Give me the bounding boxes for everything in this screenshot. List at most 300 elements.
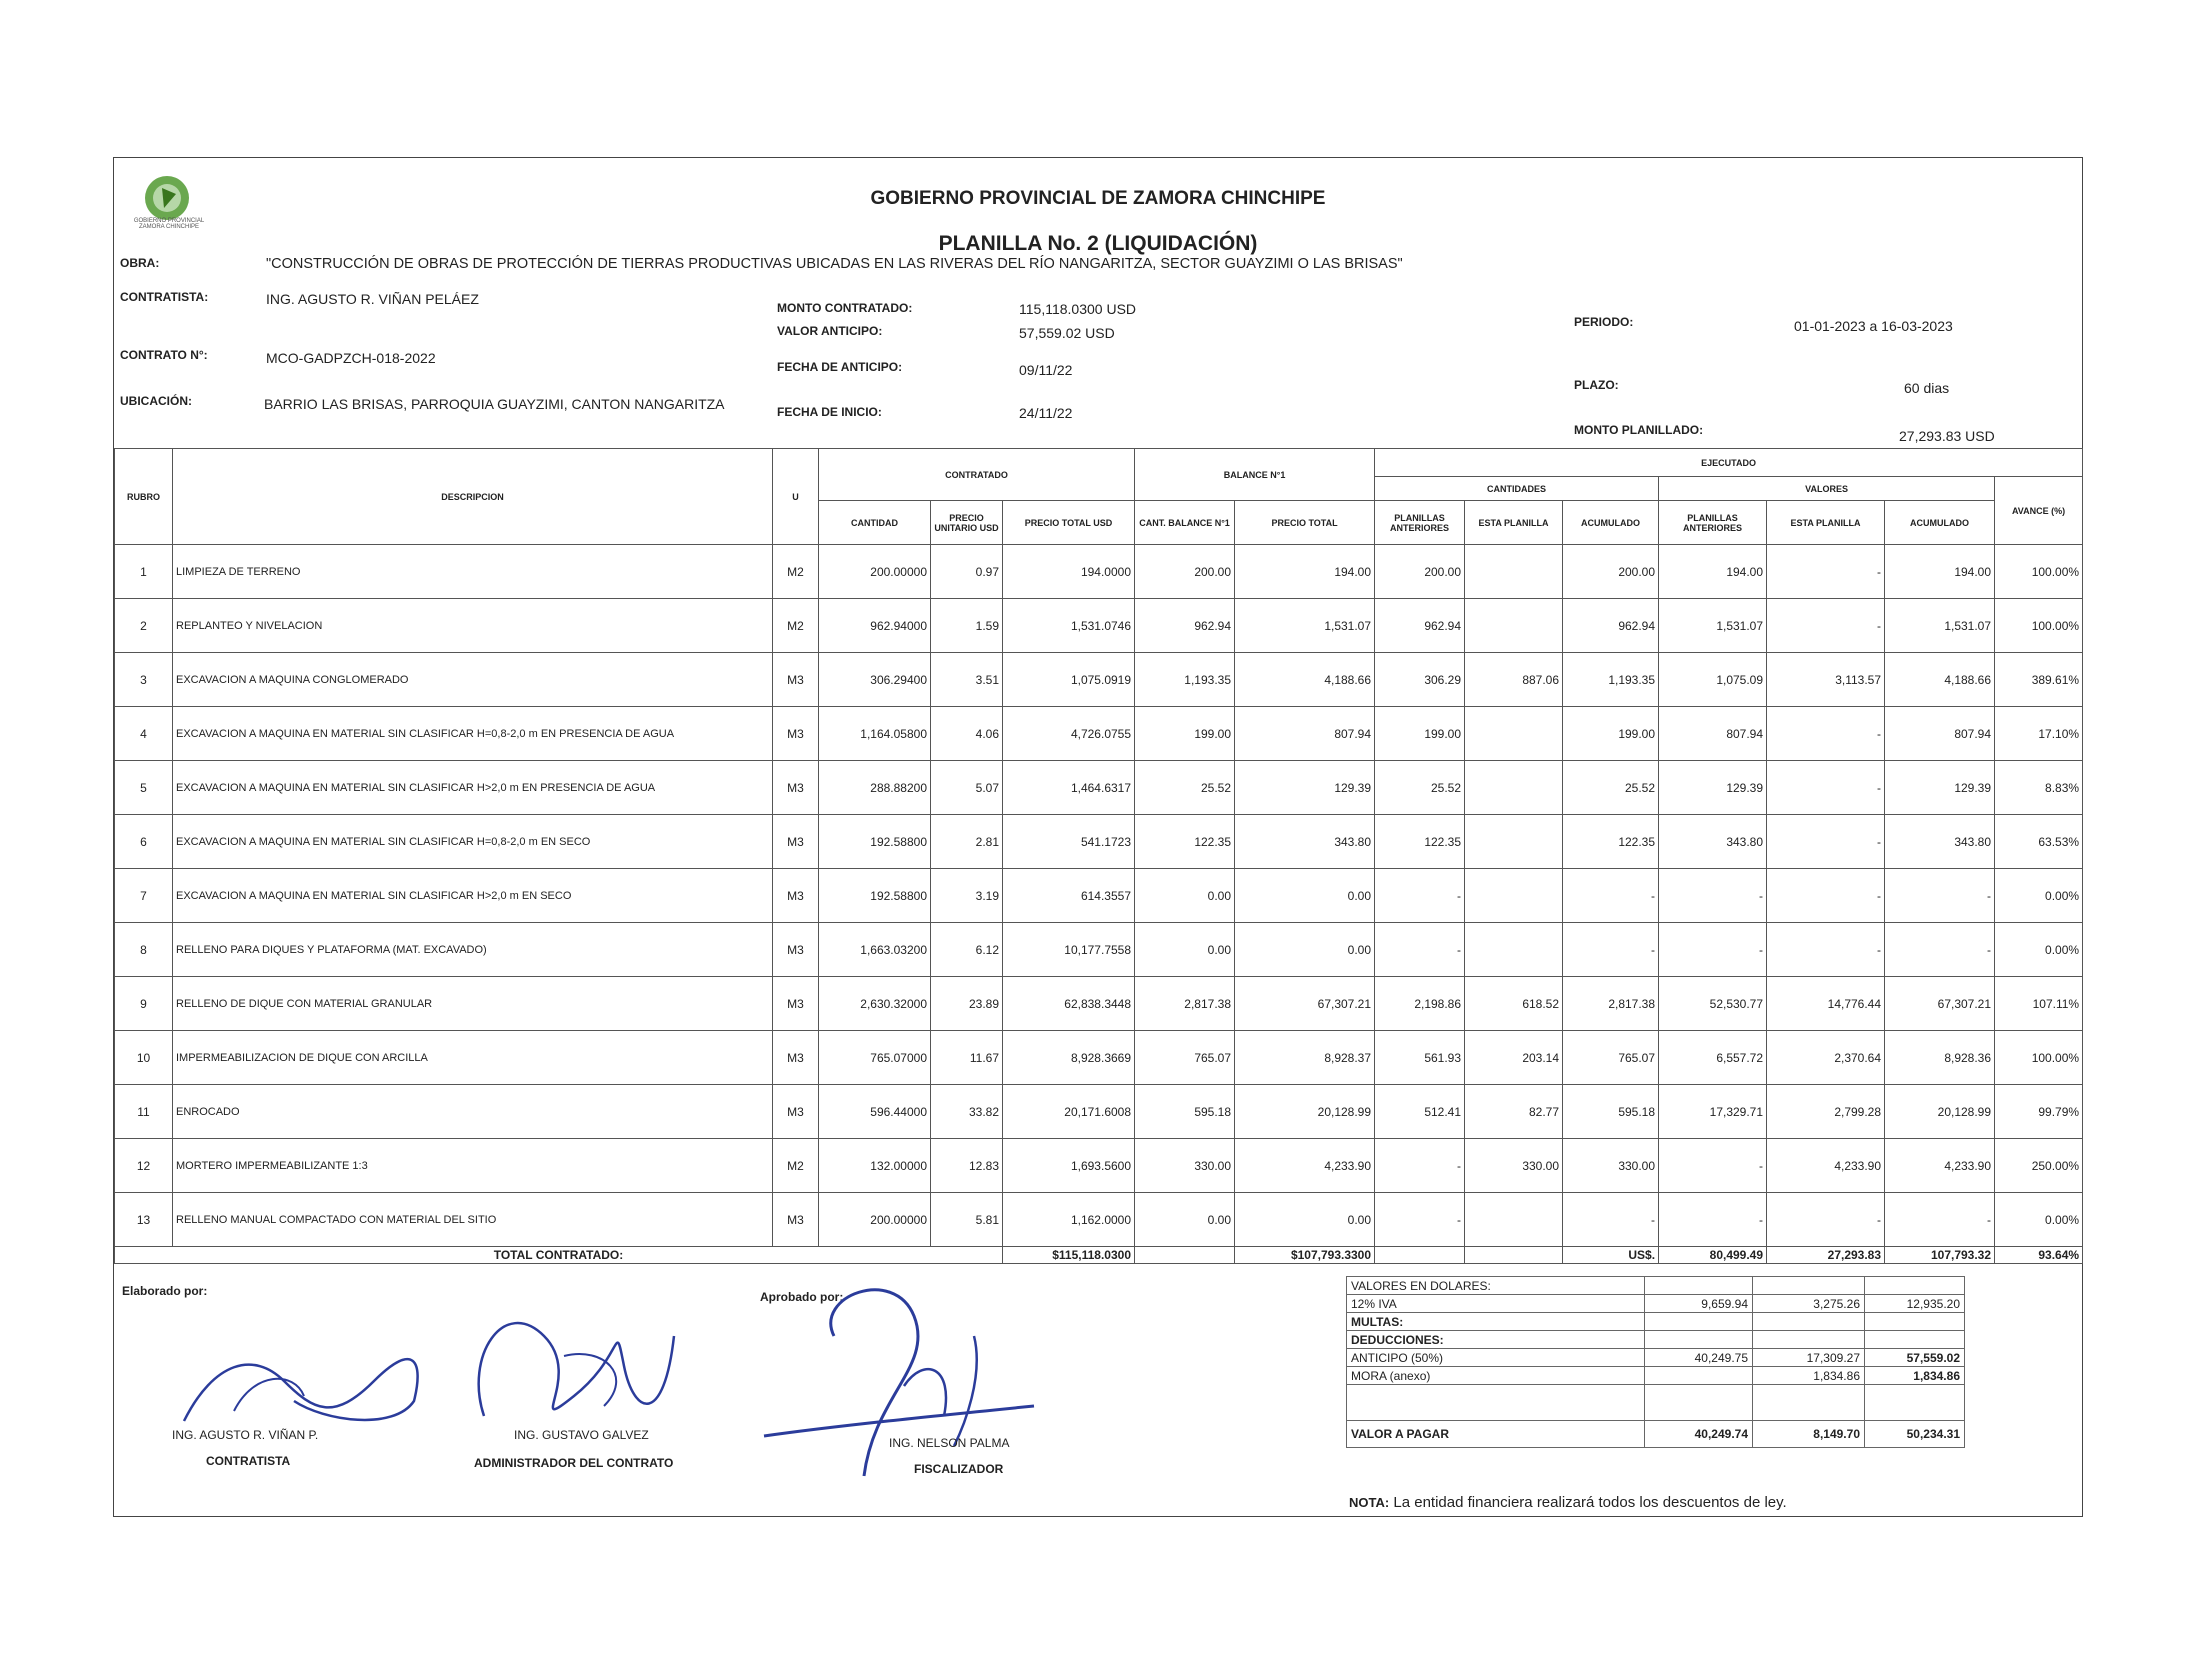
cell-cant-balance: 0.00 (1135, 923, 1235, 977)
nota (1349, 1494, 1787, 1511)
cell-cant-anteriores: - (1375, 869, 1465, 923)
cell-cantidad: 132.00000 (819, 1139, 931, 1193)
monto-planillado-value: 27,293.83 USD (1899, 428, 1995, 444)
cell-unidad: M3 (773, 1031, 819, 1085)
cell-precio-total: 541.1723 (1003, 815, 1135, 869)
table-row (115, 761, 2083, 815)
plazo-label: PLAZO: (1574, 378, 1619, 392)
cell-precio-unitario: 6.12 (931, 923, 1003, 977)
cell-precio-unitario: 33.82 (931, 1085, 1003, 1139)
cell-cantidad: 200.00000 (819, 545, 931, 599)
cell-unidad: M3 (773, 653, 819, 707)
deducciones-label: DEDUCCIONES: (1347, 1331, 1645, 1349)
planilla-sheet (113, 157, 2083, 1517)
cell-descripcion: EXCAVACION A MAQUINA CONGLOMERADO (173, 653, 773, 707)
cell-val-acumulado: 194.00 (1885, 545, 1995, 599)
cell-avance: 99.79% (1995, 1085, 2083, 1139)
cell-cant-balance: 0.00 (1135, 869, 1235, 923)
ubicacion-value: BARRIO LAS BRISAS, PARROQUIA GUAYZIMI, CANTON NANGARITZA (264, 396, 725, 412)
cell-cant-acumulado: 25.52 (1563, 761, 1659, 815)
cell-precio-total: 1,075.0919 (1003, 653, 1135, 707)
cell-cant-anteriores: 122.35 (1375, 815, 1465, 869)
cell-val-acumulado: 4,188.66 (1885, 653, 1995, 707)
cell-balance-precio: 0.00 (1235, 923, 1375, 977)
total-usd-label: US$. (1563, 1247, 1659, 1264)
monto-contratado-value: 115,118.0300 USD (1019, 301, 1137, 317)
cell-rubro: 6 (115, 815, 173, 869)
cell-cant-anteriores: 2,198.86 (1375, 977, 1465, 1031)
anticipo-label: ANTICIPO (50%) (1347, 1349, 1645, 1367)
cell-precio-unitario: 5.07 (931, 761, 1003, 815)
cell-val-anteriores: - (1659, 1193, 1767, 1247)
cell-precio-unitario: 3.51 (931, 653, 1003, 707)
cell-cant-acumulado: 1,193.35 (1563, 653, 1659, 707)
cell-descripcion: IMPERMEABILIZACION DE DIQUE CON ARCILLA (173, 1031, 773, 1085)
cell-cant-anteriores: 512.41 (1375, 1085, 1465, 1139)
obra-label: OBRA: (120, 256, 160, 270)
total-empty (1135, 1247, 1235, 1264)
administrador-signature-icon (464, 1296, 694, 1446)
header-cantidades: CANTIDADES (1375, 477, 1659, 501)
cell-cant-balance: 1,193.35 (1135, 653, 1235, 707)
cell-val-acumulado: - (1885, 1193, 1995, 1247)
valor-pagar-label: VALOR A PAGAR (1347, 1421, 1645, 1448)
cell-unidad: M3 (773, 977, 819, 1031)
cell-avance: 389.61% (1995, 653, 2083, 707)
cell-precio-total: 4,726.0755 (1003, 707, 1135, 761)
cell-rubro: 1 (115, 545, 173, 599)
contratista-signature-icon (174, 1341, 434, 1441)
cell-balance-precio: 67,307.21 (1235, 977, 1375, 1031)
cell-unidad: M3 (773, 1085, 819, 1139)
cell-cant-acumulado: 765.07 (1563, 1031, 1659, 1085)
table-row (115, 923, 2083, 977)
header-val-esta: ESTA PLANILLA (1767, 501, 1885, 545)
cell-descripcion: EXCAVACION A MAQUINA EN MATERIAL SIN CLASIFICAR H>2,0 m EN SECO (173, 869, 773, 923)
totals-row (115, 1247, 2083, 1264)
table-row (115, 977, 2083, 1031)
header-val-acumulado: ACUMULADO (1885, 501, 1995, 545)
valor-anticipo-value: 57,559.02 USD (1019, 325, 1115, 341)
cell-precio-total: 1,693.5600 (1003, 1139, 1135, 1193)
header-balance-precio-total: PRECIO TOTAL (1235, 501, 1375, 545)
cell-val-anteriores: - (1659, 923, 1767, 977)
cell-precio-unitario: 4.06 (931, 707, 1003, 761)
nota-text: La entidad financiera realizará todos los descuentos de ley. (1393, 1494, 1787, 1511)
cell-descripcion: RELLENO PARA DIQUES Y PLATAFORMA (MAT. EXCAVADO) (173, 923, 773, 977)
cell-cant-anteriores: 561.93 (1375, 1031, 1465, 1085)
table-row (115, 1139, 2083, 1193)
cell-val-esta: - (1767, 599, 1885, 653)
cell-val-esta: - (1767, 545, 1885, 599)
cell-cant-anteriores: 962.94 (1375, 599, 1465, 653)
cell-cantidad: 306.29400 (819, 653, 931, 707)
iva-anteriores: 9,659.94 (1645, 1295, 1753, 1313)
header-avance: AVANCE (%) (1995, 477, 2083, 545)
cell-rubro: 8 (115, 923, 173, 977)
cell-cantidad: 962.94000 (819, 599, 931, 653)
cell-balance-precio: 0.00 (1235, 1193, 1375, 1247)
header-cant-anteriores: PLANILLAS ANTERIORES (1375, 501, 1465, 545)
cell-balance-precio: 1,531.07 (1235, 599, 1375, 653)
nota-label: NOTA: (1349, 1495, 1390, 1510)
cell-val-esta: - (1767, 761, 1885, 815)
header-cantidad: CANTIDAD (819, 501, 931, 545)
header-descripcion: DESCRIPCION (173, 449, 773, 545)
cell-val-acumulado: - (1885, 923, 1995, 977)
cell-descripcion: EXCAVACION A MAQUINA EN MATERIAL SIN CLASIFICAR H=0,8-2,0 m EN SECO (173, 815, 773, 869)
total-esta: 27,293.83 (1767, 1247, 1885, 1264)
cell-rubro: 13 (115, 1193, 173, 1247)
fecha-inicio-label: FECHA DE INICIO: (777, 405, 882, 419)
cell-val-esta: - (1767, 923, 1885, 977)
administrador-role: ADMINISTRADOR DEL CONTRATO (474, 1456, 674, 1470)
cell-cant-balance: 122.35 (1135, 815, 1235, 869)
contratista-label: CONTRATISTA: (120, 290, 209, 304)
cell-cant-esta: 330.00 (1465, 1139, 1563, 1193)
cell-avance: 0.00% (1995, 923, 2083, 977)
cell-val-anteriores: - (1659, 869, 1767, 923)
cell-balance-precio: 0.00 (1235, 869, 1375, 923)
fiscalizador-signature-icon (754, 1276, 1044, 1486)
cell-val-acumulado: 20,128.99 (1885, 1085, 1995, 1139)
cell-val-anteriores: 129.39 (1659, 761, 1767, 815)
cell-cantidad: 1,164.05800 (819, 707, 931, 761)
multas-label: MULTAS: (1347, 1313, 1645, 1331)
cell-cant-anteriores: - (1375, 923, 1465, 977)
table-row (115, 545, 2083, 599)
header-precio-unitario: PRECIO UNITARIO USD (931, 501, 1003, 545)
cell-val-esta: 2,370.64 (1767, 1031, 1885, 1085)
cell-val-anteriores: 1,075.09 (1659, 653, 1767, 707)
cell-val-esta: 14,776.44 (1767, 977, 1885, 1031)
cell-precio-total: 8,928.3669 (1003, 1031, 1135, 1085)
pagar-anteriores: 40,249.74 (1645, 1421, 1753, 1448)
cell-val-esta: 4,233.90 (1767, 1139, 1885, 1193)
total-balance: $107,793.3300 (1235, 1247, 1375, 1264)
cell-balance-precio: 20,128.99 (1235, 1085, 1375, 1139)
cell-cantidad: 288.88200 (819, 761, 931, 815)
cell-cant-anteriores: 199.00 (1375, 707, 1465, 761)
cell-val-anteriores: 6,557.72 (1659, 1031, 1767, 1085)
cell-cant-anteriores: 200.00 (1375, 545, 1465, 599)
table-row (115, 653, 2083, 707)
cell-precio-total: 20,171.6008 (1003, 1085, 1135, 1139)
header-val-anteriores: PLANILLAS ANTERIORES (1659, 501, 1767, 545)
cell-val-acumulado: - (1885, 869, 1995, 923)
cell-val-esta: - (1767, 707, 1885, 761)
cell-cant-anteriores: 25.52 (1375, 761, 1465, 815)
cell-avance: 0.00% (1995, 1193, 2083, 1247)
cell-cant-acumulado: 962.94 (1563, 599, 1659, 653)
fiscalizador-name: ING. NELSON PALMA (889, 1436, 1010, 1450)
cell-avance: 17.10% (1995, 707, 2083, 761)
cell-rubro: 10 (115, 1031, 173, 1085)
cell-val-esta: 3,113.57 (1767, 653, 1885, 707)
cell-avance: 63.53% (1995, 815, 2083, 869)
cell-rubro: 11 (115, 1085, 173, 1139)
cell-avance: 100.00% (1995, 545, 2083, 599)
cell-cant-esta (1465, 599, 1563, 653)
cell-cant-balance: 0.00 (1135, 1193, 1235, 1247)
cell-cant-esta (1465, 707, 1563, 761)
table-row (115, 1193, 2083, 1247)
cell-precio-total: 1,531.0746 (1003, 599, 1135, 653)
cell-cant-acumulado: 199.00 (1563, 707, 1659, 761)
cell-precio-total: 62,838.3448 (1003, 977, 1135, 1031)
iva-esta: 3,275.26 (1753, 1295, 1865, 1313)
total-avance: 93.64% (1995, 1247, 2083, 1264)
cell-precio-unitario: 11.67 (931, 1031, 1003, 1085)
cell-cantidad: 596.44000 (819, 1085, 931, 1139)
cell-avance: 0.00% (1995, 869, 2083, 923)
cell-cant-acumulado: - (1563, 1193, 1659, 1247)
cell-cant-esta (1465, 815, 1563, 869)
cell-val-acumulado: 8,928.36 (1885, 1031, 1995, 1085)
cell-unidad: M3 (773, 761, 819, 815)
cell-descripcion: RELLENO MANUAL COMPACTADO CON MATERIAL DEL SITIO (173, 1193, 773, 1247)
cell-cant-acumulado: - (1563, 923, 1659, 977)
cell-cant-balance: 2,817.38 (1135, 977, 1235, 1031)
cell-precio-total: 614.3557 (1003, 869, 1135, 923)
cell-cant-esta: 82.77 (1465, 1085, 1563, 1139)
cell-precio-unitario: 1.59 (931, 599, 1003, 653)
cell-cant-acumulado: 330.00 (1563, 1139, 1659, 1193)
cell-precio-unitario: 12.83 (931, 1139, 1003, 1193)
cell-rubro: 9 (115, 977, 173, 1031)
cell-cantidad: 1,663.03200 (819, 923, 931, 977)
cell-val-anteriores: 52,530.77 (1659, 977, 1767, 1031)
cell-balance-precio: 194.00 (1235, 545, 1375, 599)
total-precio: $115,118.0300 (1003, 1247, 1135, 1264)
cell-val-acumulado: 67,307.21 (1885, 977, 1995, 1031)
cell-val-anteriores: 17,329.71 (1659, 1085, 1767, 1139)
cell-avance: 107.11% (1995, 977, 2083, 1031)
cell-val-esta: 2,799.28 (1767, 1085, 1885, 1139)
cell-descripcion: RELLENO DE DIQUE CON MATERIAL GRANULAR (173, 977, 773, 1031)
header-cant-esta: ESTA PLANILLA (1465, 501, 1563, 545)
cell-cant-balance: 199.00 (1135, 707, 1235, 761)
header-cant-acumulado: ACUMULADO (1563, 501, 1659, 545)
total-empty (1375, 1247, 1465, 1264)
cell-avance: 100.00% (1995, 1031, 2083, 1085)
mora-acumulado: 1,834.86 (1865, 1367, 1965, 1385)
cell-cant-esta (1465, 923, 1563, 977)
cell-cant-acumulado: 595.18 (1563, 1085, 1659, 1139)
cell-unidad: M3 (773, 707, 819, 761)
cell-avance: 8.83% (1995, 761, 2083, 815)
cell-val-anteriores: 1,531.07 (1659, 599, 1767, 653)
cell-unidad: M3 (773, 923, 819, 977)
ubicacion-label: UBICACIÓN: (120, 394, 192, 408)
obra-value: "CONSTRUCCIÓN DE OBRAS DE PROTECCIÓN DE TIERRAS PRODUCTIVAS UBICADAS EN LAS RIVERAS DEL RÍO NANGARITZA, SECTOR GUAYZIMI O LAS BRISAS" (266, 256, 1403, 272)
cell-unidad: M3 (773, 1193, 819, 1247)
cell-val-acumulado: 129.39 (1885, 761, 1995, 815)
cell-descripcion: REPLANTEO Y NIVELACION (173, 599, 773, 653)
cell-cant-anteriores: - (1375, 1193, 1465, 1247)
fecha-anticipo-label: FECHA DE ANTICIPO: (777, 360, 903, 374)
cell-unidad: M2 (773, 545, 819, 599)
cell-descripcion: LIMPIEZA DE TERRENO (173, 545, 773, 599)
administrador-name: ING. GUSTAVO GALVEZ (514, 1428, 649, 1442)
cell-balance-precio: 343.80 (1235, 815, 1375, 869)
fecha-anticipo-value: 09/11/22 (1019, 362, 1073, 378)
planilla-table (114, 448, 2083, 1264)
cell-cant-balance: 200.00 (1135, 545, 1235, 599)
contrato-value: MCO-GADPZCH-018-2022 (266, 350, 436, 366)
cell-unidad: M2 (773, 1139, 819, 1193)
cell-precio-unitario: 3.19 (931, 869, 1003, 923)
total-label: TOTAL CONTRATADO: (115, 1247, 1003, 1264)
cell-precio-unitario: 0.97 (931, 545, 1003, 599)
cell-val-acumulado: 4,233.90 (1885, 1139, 1995, 1193)
planilla-title: PLANILLA No. 2 (LIQUIDACIÓN) (938, 232, 1258, 255)
cell-val-acumulado: 807.94 (1885, 707, 1995, 761)
cell-cant-esta: 203.14 (1465, 1031, 1563, 1085)
cell-unidad: M2 (773, 599, 819, 653)
cell-cant-esta (1465, 761, 1563, 815)
header-valores: VALORES (1659, 477, 1995, 501)
cell-cantidad: 2,630.32000 (819, 977, 931, 1031)
cell-precio-total: 194.0000 (1003, 545, 1135, 599)
periodo-label: PERIODO: (1574, 315, 1634, 329)
cell-balance-precio: 8,928.37 (1235, 1031, 1375, 1085)
cell-cant-esta (1465, 869, 1563, 923)
cell-cant-acumulado: 2,817.38 (1563, 977, 1659, 1031)
cell-rubro: 4 (115, 707, 173, 761)
elaborado-label: Elaborado por: (122, 1284, 208, 1298)
cell-cantidad: 765.07000 (819, 1031, 931, 1085)
table-row (115, 599, 2083, 653)
cell-rubro: 3 (115, 653, 173, 707)
iva-label: 12% IVA (1347, 1295, 1645, 1313)
cell-cant-anteriores: 306.29 (1375, 653, 1465, 707)
contrato-label: CONTRATO N°: (120, 348, 208, 362)
iva-acumulado: 12,935.20 (1865, 1295, 1965, 1313)
cell-balance-precio: 4,233.90 (1235, 1139, 1375, 1193)
cell-cantidad: 192.58800 (819, 869, 931, 923)
cell-precio-unitario: 5.81 (931, 1193, 1003, 1247)
monto-contratado-label: MONTO CONTRATADO: (777, 301, 913, 315)
anticipo-acumulado: 57,559.02 (1865, 1349, 1965, 1367)
aprobado-label: Aprobado por: (760, 1290, 844, 1304)
cell-val-anteriores: - (1659, 1139, 1767, 1193)
cell-precio-unitario: 2.81 (931, 815, 1003, 869)
cell-val-esta: - (1767, 815, 1885, 869)
contratista-name: ING. AGUSTO R. VIÑAN P. (172, 1428, 319, 1442)
cell-balance-precio: 807.94 (1235, 707, 1375, 761)
cell-descripcion: EXCAVACION A MAQUINA EN MATERIAL SIN CLASIFICAR H=0,8-2,0 m EN PRESENCIA DE AGUA (173, 707, 773, 761)
header-cant-balance: CANT. BALANCE N°1 (1135, 501, 1235, 545)
contratista-value: ING. AGUSTO R. VIÑAN PELÁEZ (266, 291, 479, 307)
cell-cant-balance: 330.00 (1135, 1139, 1235, 1193)
valor-anticipo-label: VALOR ANTICIPO: (777, 324, 883, 338)
pagar-esta: 8,149.70 (1753, 1421, 1865, 1448)
contratista-role: CONTRATISTA (206, 1454, 291, 1468)
cell-val-acumulado: 343.80 (1885, 815, 1995, 869)
cell-balance-precio: 129.39 (1235, 761, 1375, 815)
cell-cant-balance: 765.07 (1135, 1031, 1235, 1085)
table-row (115, 869, 2083, 923)
cell-precio-total: 1,162.0000 (1003, 1193, 1135, 1247)
signature-summary-area (114, 1276, 2082, 1516)
cell-cant-esta (1465, 1193, 1563, 1247)
header-contratado: CONTRATADO (819, 449, 1135, 501)
summary-table (1346, 1276, 1965, 1448)
table-row (115, 707, 2083, 761)
cell-precio-unitario: 23.89 (931, 977, 1003, 1031)
cell-avance: 100.00% (1995, 599, 2083, 653)
cell-val-esta: - (1767, 1193, 1885, 1247)
cell-val-anteriores: 343.80 (1659, 815, 1767, 869)
plazo-value: 60 dias (1904, 380, 1950, 396)
cell-cantidad: 200.00000 (819, 1193, 931, 1247)
cell-val-anteriores: 194.00 (1659, 545, 1767, 599)
cell-descripcion: MORTERO IMPERMEABILIZANTE 1:3 (173, 1139, 773, 1193)
cell-cant-acumulado: - (1563, 869, 1659, 923)
header-balance: BALANCE N°1 (1135, 449, 1375, 501)
mora-label: MORA (anexo) (1347, 1367, 1645, 1385)
header-unidad: U (773, 449, 819, 545)
cell-precio-total: 10,177.7558 (1003, 923, 1135, 977)
cell-cant-balance: 25.52 (1135, 761, 1235, 815)
government-title: GOBIERNO PROVINCIAL DE ZAMORA CHINCHIPE (870, 188, 1326, 209)
cell-rubro: 2 (115, 599, 173, 653)
total-empty (1465, 1247, 1563, 1264)
cell-unidad: M3 (773, 815, 819, 869)
pagar-acumulado: 50,234.31 (1865, 1421, 1965, 1448)
cell-val-acumulado: 1,531.07 (1885, 599, 1995, 653)
logo-caption: GOBIERNO PROVINCIAL ZAMORA CHINCHIPE (133, 218, 205, 230)
valores-label: VALORES EN DOLARES: (1347, 1277, 1645, 1295)
cell-cant-balance: 962.94 (1135, 599, 1235, 653)
cell-rubro: 5 (115, 761, 173, 815)
mora-esta: 1,834.86 (1753, 1367, 1865, 1385)
monto-planillado-label: MONTO PLANILLADO: (1574, 423, 1704, 437)
anticipo-anteriores: 40,249.75 (1645, 1349, 1753, 1367)
fecha-inicio-value: 24/11/22 (1019, 405, 1073, 421)
table-row (115, 815, 2083, 869)
cell-balance-precio: 4,188.66 (1235, 653, 1375, 707)
header-ejecutado: EJECUTADO (1375, 449, 2083, 477)
total-acumulado: 107,793.32 (1885, 1247, 1995, 1264)
fiscalizador-role: FISCALIZADOR (914, 1462, 1004, 1476)
cell-cant-anteriores: - (1375, 1139, 1465, 1193)
cell-val-esta: - (1767, 869, 1885, 923)
table-row (115, 1085, 2083, 1139)
cell-rubro: 7 (115, 869, 173, 923)
mora-anteriores (1645, 1367, 1753, 1385)
cell-cant-acumulado: 122.35 (1563, 815, 1659, 869)
periodo-value: 01-01-2023 a 16-03-2023 (1794, 318, 1953, 334)
cell-cantidad: 192.58800 (819, 815, 931, 869)
cell-cant-esta (1465, 545, 1563, 599)
total-anteriores: 80,499.49 (1659, 1247, 1767, 1264)
cell-cant-balance: 595.18 (1135, 1085, 1235, 1139)
cell-cant-acumulado: 200.00 (1563, 545, 1659, 599)
anticipo-esta: 17,309.27 (1753, 1349, 1865, 1367)
cell-avance: 250.00% (1995, 1139, 2083, 1193)
header-precio-total-usd: PRECIO TOTAL USD (1003, 501, 1135, 545)
cell-val-anteriores: 807.94 (1659, 707, 1767, 761)
cell-cant-esta: 618.52 (1465, 977, 1563, 1031)
cell-unidad: M3 (773, 869, 819, 923)
cell-descripcion: ENROCADO (173, 1085, 773, 1139)
cell-rubro: 12 (115, 1139, 173, 1193)
header-rubro: RUBRO (115, 449, 173, 545)
cell-cant-esta: 887.06 (1465, 653, 1563, 707)
planilla-rows (115, 545, 2083, 1247)
